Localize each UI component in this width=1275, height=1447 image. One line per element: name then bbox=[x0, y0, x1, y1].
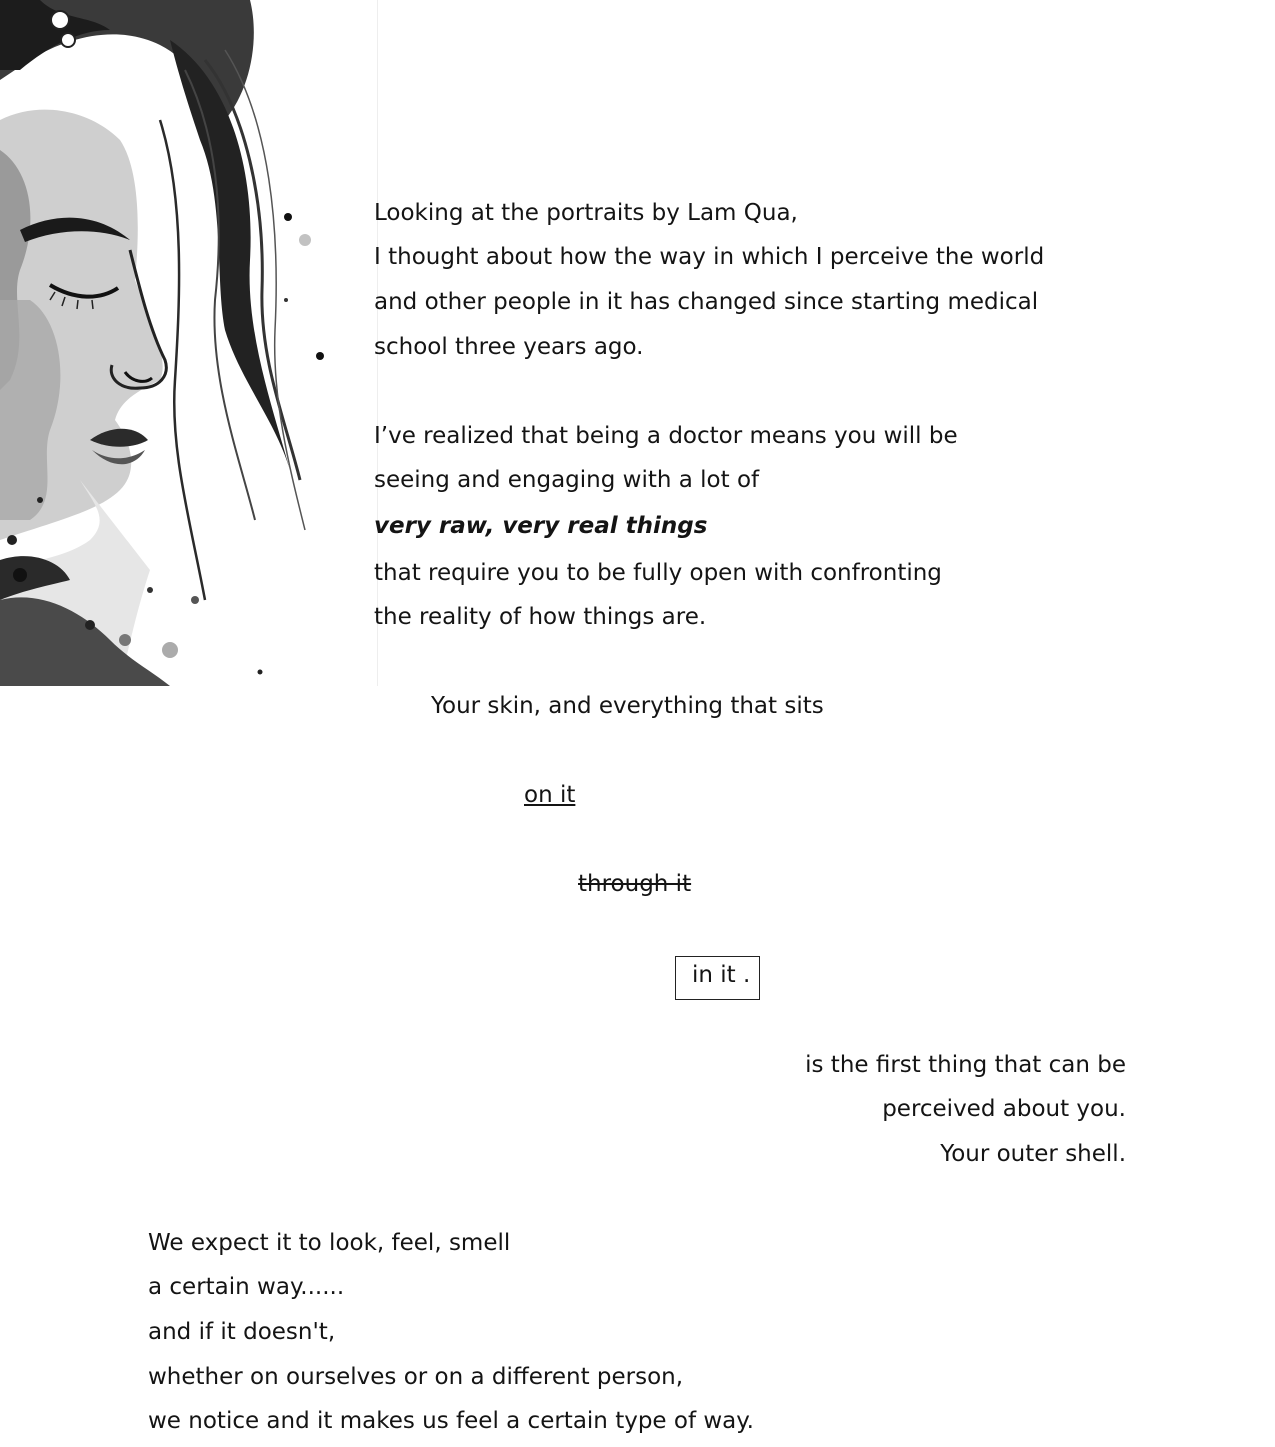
poem-line: I thought about how the way in which I perceive the world bbox=[374, 244, 1045, 270]
boxed-phrase bbox=[675, 956, 760, 1000]
underlined-phrase: on it bbox=[524, 782, 576, 808]
struck-through-phrase: through it bbox=[578, 871, 692, 897]
poem-line: and if it doesn't, bbox=[148, 1319, 336, 1345]
boxed-phrase-text: in it . bbox=[692, 962, 751, 988]
poem-line: I’ve realized that being a doctor means you will be bbox=[374, 423, 958, 449]
poem-line: the reality of how things are. bbox=[374, 604, 707, 630]
poem-line: Your skin, and everything that sits bbox=[431, 693, 824, 719]
poem-line: We expect it to look, feel, smell bbox=[148, 1230, 511, 1256]
portrait-illustration bbox=[0, 0, 378, 686]
poem-line: and other people in it has changed since starting medical bbox=[374, 289, 1039, 315]
poem-line: is the first thing that can be bbox=[805, 1052, 1126, 1078]
poem-line: whether on ourselves or on a different person, bbox=[148, 1364, 684, 1390]
poem-line: Looking at the portraits by Lam Qua, bbox=[374, 200, 798, 226]
poem-line: seeing and engaging with a lot of bbox=[374, 467, 760, 493]
poem-line: a certain way...... bbox=[148, 1274, 345, 1300]
poem-line: Your outer shell. bbox=[940, 1141, 1126, 1167]
poem-line: school three years ago. bbox=[374, 334, 644, 360]
poem-line: that require you to be fully open with confronting bbox=[374, 560, 942, 586]
poem-line: we notice and it makes us feel a certain type of way. bbox=[148, 1408, 754, 1434]
emphasized-line: very raw, very real things bbox=[374, 513, 708, 539]
poem-line: perceived about you. bbox=[882, 1096, 1126, 1122]
